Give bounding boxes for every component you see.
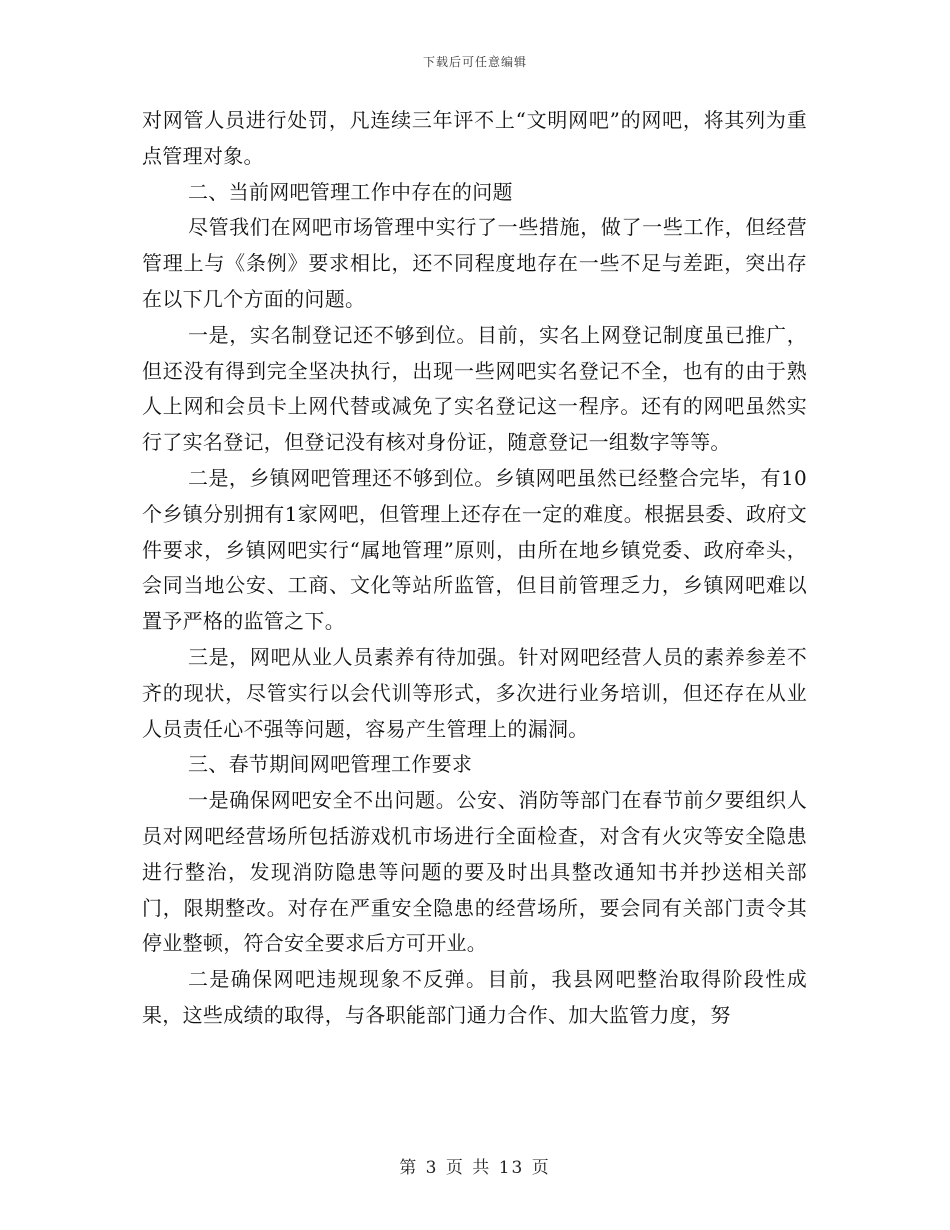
section-heading-2: 二、当前网吧管理工作中存在的问题	[188, 179, 513, 204]
paragraph: 二是确保网吧违规现象不反弹。目前，我县网吧整治取得阶段性成果，这些成绩的取得，与各职能部门通力合作、加大监管力度，努	[142, 967, 807, 1027]
page-header-note: 下载后可任意编辑	[422, 55, 527, 69]
document-body	[142, 103, 807, 1034]
paragraph-continuation: 对网管人员进行处罚，凡连续三年评不上“文明网吧”的网吧，将其列为重点管理对象。	[142, 108, 807, 168]
paragraph: 二是，乡镇网吧管理还不够到位。乡镇网吧虽然已经整合完毕，有10个乡镇分别拥有1家网吧，但管理上还存在一定的难度。根据县委、政府文件要求，乡镇网吧实行“属地管理”原则，由所在地乡镇党委、政府牵头，会同当地公安、工商、文化等站所监管，但目前管理乏力，乡镇网吧难以置予严格的监管之下。	[142, 465, 807, 634]
page-number: 第 3 页 共 13 页	[399, 1158, 551, 1178]
paragraph: 三是，网吧从业人员素养有待加强。针对网吧经营人员的素养参差不齐的现状，尽管实行以会代训等形式，多次进行业务培训，但还存在从业人员责任心不强等问题，容易产生管理上的漏洞。	[142, 644, 807, 741]
paragraph: 一是确保网吧安全不出问题。公安、消防等部门在春节前夕要组织人员对网吧经营场所包括游戏机市场进行全面检查，对含有火灾等安全隐患进行整治，发现消防隐患等问题的要及时出具整改通知书并抄送相关部门，限期整改。对存在严重安全隐患的经营场所，要会同有关部门责令其停业整顿，符合安全要求后方可开业。	[142, 788, 807, 956]
paragraph: 一是，实名制登记还不够到位。目前，实名上网登记制度虽已推广，但还没有得到完全坚决执行，出现一些网吧实名登记不全，也有的由于熟人上网和会员卡上网代替或减免了实名登记这一程序。还有的网吧虽然实行了实名登记，但登记没有核对身份证，随意登记一组数字等等。	[142, 322, 807, 455]
section-heading-3: 三、春节期间网吧管理工作要求	[188, 752, 473, 777]
paragraph: 尽管我们在网吧市场管理中实行了一些措施，做了一些工作，但经营管理上与《条例》要求相比，还不同程度地存在一些不足与差距，突出存在以下几个方面的问题。	[142, 215, 807, 311]
